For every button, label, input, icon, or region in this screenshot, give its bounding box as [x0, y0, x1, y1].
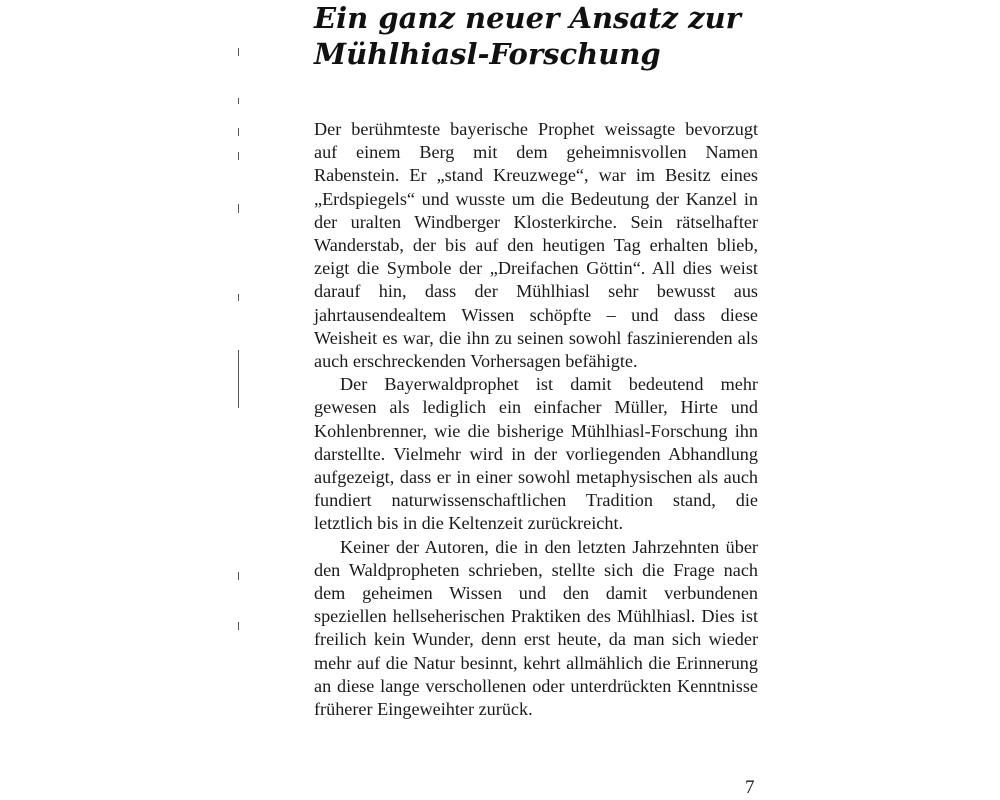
paragraph-1: Der berühmteste bayerische Prophet weissagte bevorzugt auf einem Berg mit dem geheimnisvollen Namen Rabenstein. Er „stand Kreuzwege“, war im Besitz eines „Erdspiegels“ und wusste um die Bedeutung der Kanzel in der uralten Windberger Klosterkirche. Sein rätselhafter Wanderstab, der bis auf den heutigen Tag erhalten blieb, zeigt die Symbole der „Dreifachen Göttin“. All dies weist darauf hin, dass der Mühlhiasl sehr bewusst aus jahrtausendealtem Wissen schöpfte – und dass diese Weisheit es war, die ihn zu seinen sowohl faszinierenden als auch erschreckenden Vorhersagen befähigte. [314, 119, 758, 372]
margin-mark [238, 622, 239, 630]
body-text [314, 118, 758, 721]
margin-mark [238, 48, 239, 56]
paragraph-2: Der Bayerwaldprophet ist damit bedeutend mehr gewesen als lediglich ein einfacher Müller, Hirte und Kohlenbrenner, wie die bisherige Mühlhiasl-Forschung ihn darstellte. Vielmehr wird in der vorliegenden Abhandlung aufgezeigt, dass er in einer sowohl metaphysischen als auch fundiert naturwissenschaftlichen Tradition stand, die letztlich bis in die Keltenzeit zurückreicht. [314, 374, 758, 534]
margin-marks [238, 0, 242, 800]
margin-mark [238, 98, 239, 104]
margin-mark [238, 152, 239, 160]
margin-mark [238, 572, 239, 580]
margin-mark [238, 128, 239, 136]
margin-mark [238, 294, 239, 301]
chapter-title-line-1: Ein ganz neuer Ansatz zur [314, 1, 741, 35]
margin-mark [238, 350, 239, 408]
chapter-title-line-2: Mühlhiasl-Forschung [314, 37, 661, 71]
page-number: 7 [745, 777, 755, 798]
margin-mark [238, 204, 239, 213]
chapter-title [314, 0, 774, 72]
paragraph-3: Keiner der Autoren, die in den letzten Jahrzehnten über den Waldpropheten schrieben, stellte sich die Frage nach dem geheimen Wissen und den damit verbundenen speziellen hellseherischen Praktiken des Mühlhiasl. Dies ist freilich kein Wunder, denn erst heute, da man sich wieder mehr auf die Natur besinnt, kehrt allmählich die Erinnerung an diese lange verschollenen oder unterdrückten Kenntnisse früherer Eingeweihter zurück. [314, 536, 758, 720]
